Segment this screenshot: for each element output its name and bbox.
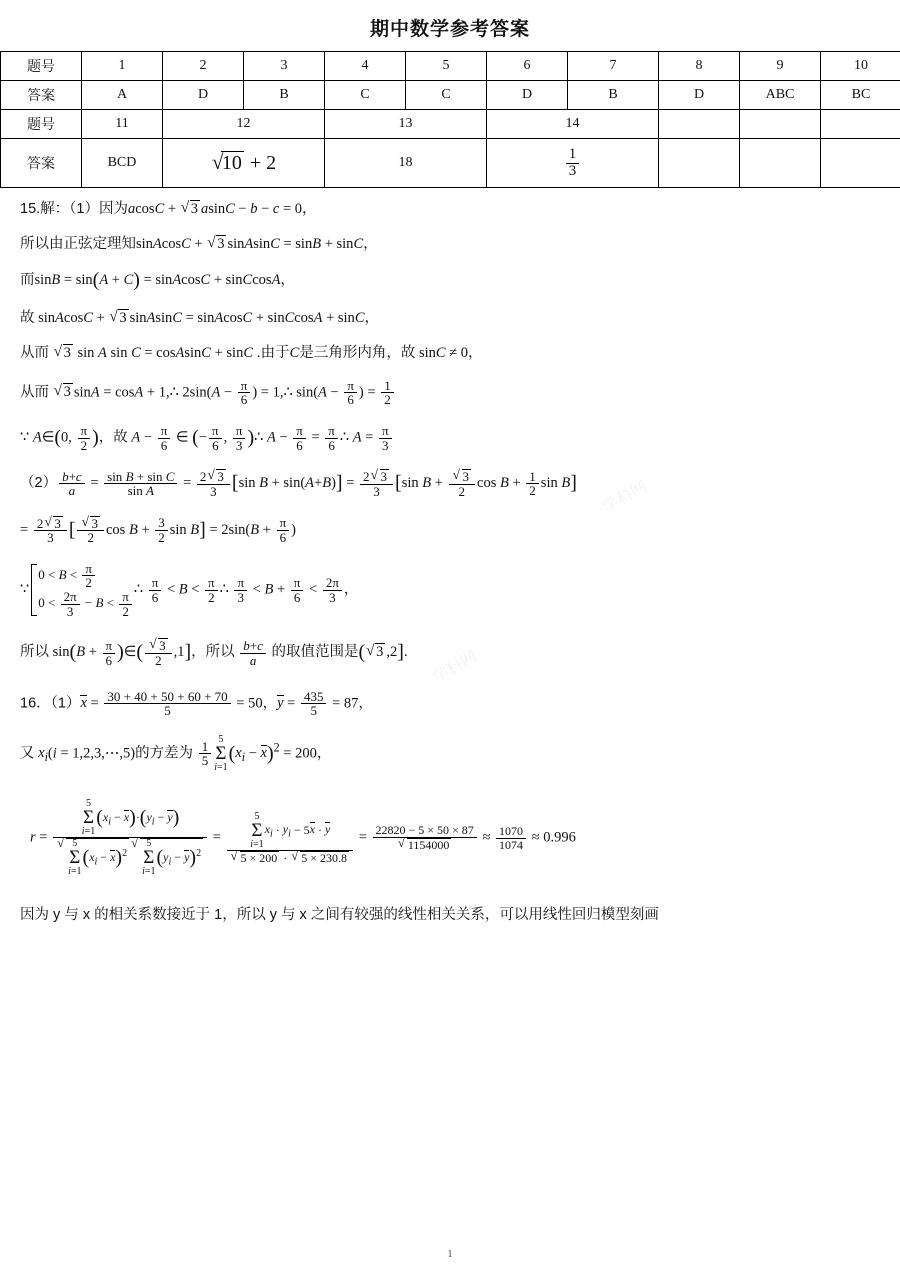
row-label-answer-2: 答案: [1, 139, 82, 188]
table-row-question-numbers-1: [1, 52, 900, 81]
row-label-answer-1: 答案: [1, 81, 82, 110]
cell-q13: 13: [325, 110, 487, 139]
q16-line-4: 因为 y 与 x 的相关系数接近于 1，所以 y 与 x 之间有较强的线性相关关系，可以用线性回归模型刻画: [20, 907, 882, 924]
q15-line-5-var: C: [290, 345, 300, 361]
q16-line-3: r = 5 Σ i=1 $(x_i - x)\cdot(y_i - y)$ √ 5 Σ i=1 $(x_i - x)^2$ √ 5 Σ i=1 $(y_i - y)^2$ = 5 Σ i=1 $x_i \cdot y_i - 5x \cdot y$ √ 5 × 200 · √ 5 × 230.8 = 22820 − 5 × 50 × 87 √ 1154000 ≈ $\frac{1070}{1074}$ ≈ 0.996: [30, 799, 882, 877]
answer-sheet-page: [0, 14, 900, 1268]
cell-blank-2: [740, 110, 821, 139]
q15-line-5: 从而 √ 3 sin A sin C = cosAsinC + sinC .由于C是三角形内角，故 sinC ≠ 0，: [20, 344, 882, 362]
cell-blank-6: [821, 139, 900, 188]
q16-line-2-prefix: 又: [20, 745, 35, 761]
cell-a14: $\frac{1}{3}$: [487, 139, 659, 188]
cell-a8: D: [659, 81, 740, 110]
cell-blank-3: [821, 110, 900, 139]
q15-line-7: ∵ A∈(0, $\frac{\pi}{2}$ )，故 A − $\frac{\pi}{6}$ ∈ (− $\frac{\pi}{6}$ , $\frac{\pi}{3}$ )∴ A − $\frac{\pi}{6}$ = $\frac{\pi}{6}$ ∴ A = $\frac{\pi}{3}$: [20, 424, 882, 452]
cell-a10: BC: [821, 81, 900, 110]
row-label-question-1: 题号: [1, 52, 82, 81]
q15-line-6-prefix: 从而: [20, 384, 49, 400]
q15-line-10: ∵ 0 < B < $\frac{\pi}{2}$ 0 < $\frac{2\pi}{3}$ − B < $\frac{\pi}{2}$ ∴ $\frac{\pi}{6}$ < B < $\frac{\pi}{2}$ ∴ $\frac{\pi}{3}$ < B + $\frac{\pi}{6}$ < $\frac{2\pi}{3}$ ，: [20, 562, 882, 619]
table-row-answers-2: [1, 139, 900, 188]
q15-line-1: 15.解：（1）因为acosC + √ 3 asinC − b − c = 0，: [20, 200, 882, 218]
q15-line-4-prefix: 故: [20, 310, 35, 326]
q15-line-8-prefix: （2）: [20, 475, 57, 491]
q15-line-11-prefix: 所以: [20, 644, 49, 660]
q15-line-2: 所以由正弦定理知sinAcosC + √ 3 sinAsinC = sinB + sinC，: [20, 235, 882, 253]
row-label-question-2: 题号: [1, 110, 82, 139]
cell-a1: A: [82, 81, 163, 110]
cell-q9: 9: [740, 52, 821, 81]
watermark-2: 学科网: [427, 644, 480, 688]
cell-a11: BCD: [82, 139, 163, 188]
cell-blank-5: [740, 139, 821, 188]
page-title: 期中数学参考答案: [0, 14, 900, 41]
q15-line-6: 从而 √ 3 sinA = cosA + 1,∴ 2sin(A − $\frac{\pi}{6}$ ) = 1,∴ sin(A − $\frac{\pi}{6}$ ) = $\frac{1}{2}$: [20, 379, 882, 407]
table-row-question-numbers-2: [1, 110, 900, 139]
cell-q7: 7: [568, 52, 659, 81]
q15-line-8: （2） $\frac{b+c}{a}$ = $\frac{\text{sin B + sin C}}{\text{sin A}}$ = $\frac{2 √ 3}{3}$ [sin B + sin(A+B)] = $\frac{2 √ 3}{3}$ [sin B + √ $\frac{3}{2}$ cos B + $\frac{1}{2}$ sin B]: [20, 469, 882, 498]
cell-a9: ABC: [740, 81, 821, 110]
q16-line-2: 又 $x_i(i$ = 1,2,3,⋯,5)的方差为 $\frac{1}{5}$ 5 Σ i=1 $(x_i - x)^2 = 200$，: [20, 735, 882, 773]
q16-line-1-prefix: 16．（1）: [20, 695, 80, 711]
table-row-answers-1: [1, 81, 900, 110]
cell-a12: √ 10 + 2: [163, 139, 325, 188]
q15-line-11-mid: ，所以: [191, 644, 235, 660]
q15-line-5-mid: .由于: [257, 345, 290, 361]
cell-blank-1: [659, 110, 740, 139]
cell-q2: 2: [163, 52, 244, 81]
page-number: 1: [0, 1249, 900, 1260]
q16-line-1: 16．（1）x = $\frac{30 + 40 + 50 + 60 + 70}{5}$ = 50，y = $\frac{435}{5}$ = 87，: [20, 690, 882, 718]
cell-a3: B: [244, 81, 325, 110]
cell-q4: 4: [325, 52, 406, 81]
q15-line-11: 所以 sin(B + $\frac{\pi}{6}$ )∈( √ $\frac{3}{2}$ ,1]，所以 $\frac{b+c}{a}$ 的取值范围是( √ 3 ,2].: [20, 638, 882, 667]
q15-line-1-prefix: 15.解：（1）因为: [20, 201, 128, 217]
cell-q12: 12: [163, 110, 325, 139]
q15-line-11-mid2: 的取值范围是: [272, 644, 359, 660]
cell-q1: 1: [82, 52, 163, 81]
watermark-1: 学科网: [597, 474, 650, 518]
cell-a7: B: [568, 81, 659, 110]
cell-q11: 11: [82, 110, 163, 139]
cell-a2: D: [163, 81, 244, 110]
cell-blank-4: [659, 139, 740, 188]
q15-line-5-mid2: 是三角形内角，故: [299, 345, 415, 361]
q15-line-4: 故 sinAcosC + √ 3 sinAsinC = sinAcosC + sinCcosA + sinC，: [20, 309, 882, 327]
cell-q8: 8: [659, 52, 740, 81]
cell-q5: 5: [406, 52, 487, 81]
answer-table: [0, 51, 900, 188]
cell-q3: 3: [244, 52, 325, 81]
q15-line-2-prefix: 所以由正弦定理知: [20, 236, 136, 252]
inequality-cases: 0 < B < $\frac{\pi}{2}$ 0 < $\frac{2\pi}{3}$ − B < $\frac{\pi}{2}$: [29, 562, 134, 619]
cell-a13: 18: [325, 139, 487, 188]
cell-q6: 6: [487, 52, 568, 81]
q15-line-5-prefix: 从而: [20, 345, 49, 361]
cell-a5: C: [406, 81, 487, 110]
q15-line-3-prefix: 而: [20, 272, 35, 288]
solutions-body: [20, 200, 882, 924]
cell-q10: 10: [821, 52, 900, 81]
cell-a6: D: [487, 81, 568, 110]
cell-q14: 14: [487, 110, 659, 139]
q15-line-9: = $\frac{2 √ 3}{3}$ [ √ $\frac{3}{2}$ cos B + $\frac{3}{2}$ sin B] = 2sin(B + $\frac{\pi}{6}$ ): [20, 516, 882, 545]
cell-a4: C: [325, 81, 406, 110]
q15-line-3: 而sinB = sin(A + C) = sinAcosC + sinCcosA，: [20, 269, 882, 292]
